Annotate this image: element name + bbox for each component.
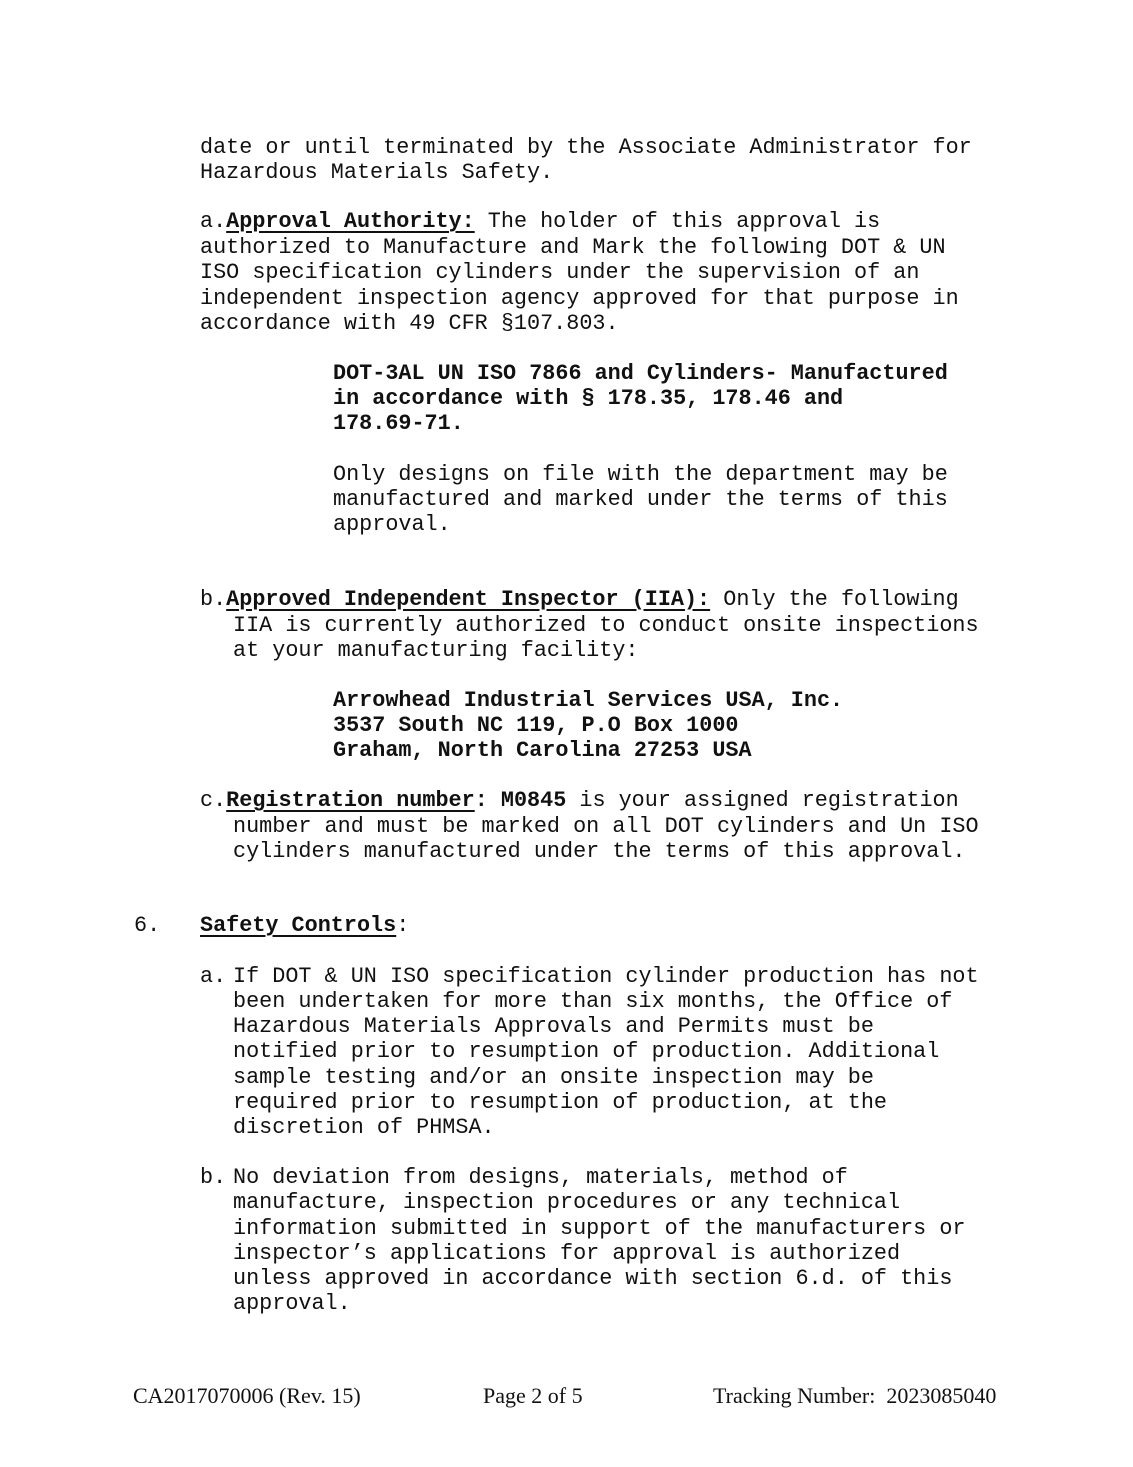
section-6a-line-3: Hazardous Materials Approvals and Permits must be [233, 1014, 874, 1039]
section-6b-line-1: No deviation from designs, materials, method of [233, 1165, 848, 1190]
section-6b-line-4: inspector’s applications for approval is authorized [233, 1241, 901, 1266]
safety-controls-heading-line [200, 913, 409, 938]
section-6a-line-7: discretion of PHMSA. [233, 1115, 495, 1140]
section-6a-line-5: sample testing and/or an onsite inspection may be [233, 1065, 874, 1090]
safety-controls-colon: : [396, 913, 410, 938]
section-6a-line-6: required prior to resumption of production, at the [233, 1090, 888, 1115]
intro-line-2: Hazardous Materials Safety. [200, 160, 554, 185]
section-6a-marker: a. [200, 964, 227, 989]
section-c-line-3: cylinders manufactured under the terms of this approval. [233, 839, 966, 864]
registration-number-heading: Registration number [226, 788, 475, 813]
section-6a-line-2: been undertaken for more than six months, the Office of [233, 989, 953, 1014]
section-c-marker: c. [200, 788, 227, 813]
section-6b-line-2: manufacture, inspection procedures or any technical [233, 1190, 901, 1215]
inspector-street: 3537 South NC 119, P.O Box 1000 [333, 713, 739, 738]
spec-line-3: 178.69-71. [333, 411, 464, 436]
safety-controls-heading: Safety Controls [200, 913, 397, 938]
section-c-line-2: number and must be marked on all DOT cylinders and Un ISO [233, 814, 979, 839]
section-6a-line-4: notified prior to resumption of production. Additional [233, 1039, 940, 1064]
approval-authority-heading: Approval Authority: [226, 209, 475, 234]
footer-doc-id: CA2017070006 (Rev. 15) [133, 1383, 361, 1408]
note-line-1: Only designs on file with the department may be [333, 462, 948, 487]
section-6b-marker: b. [200, 1165, 227, 1190]
section-b-line-2: IIA is currently authorized to conduct onsite inspections [233, 613, 979, 638]
intro-line-1: date or until terminated by the Associate Administrator for [200, 135, 972, 160]
footer-tracking-number: Tracking Number: 2023085040 [713, 1383, 997, 1408]
section-b-first-line [200, 587, 959, 612]
registration-number-value: M0845 [500, 788, 567, 813]
section-6a-line-1: If DOT & UN ISO specification cylinder production has not [233, 964, 979, 989]
note-line-3: approval. [333, 512, 451, 537]
section-6b-line-6: approval. [233, 1291, 351, 1316]
section-b-first-rest: Only the following [710, 587, 959, 612]
footer-page-number: Page 2 of 5 [483, 1383, 583, 1408]
section-a-line-3: ISO specification cylinders under the supervision of an [200, 260, 920, 285]
note-line-2: manufactured and marked under the terms of this [333, 487, 948, 512]
inspector-name: Arrowhead Industrial Services USA, Inc. [333, 688, 844, 713]
section-6b-line-3: information submitted in support of the manufacturers or [233, 1216, 966, 1241]
section-b-line-3: at your manufacturing facility: [233, 638, 639, 663]
section-a-first-line [200, 209, 880, 234]
section-6b-line-5: unless approved in accordance with section 6.d. of this [233, 1266, 953, 1291]
spec-line-2: in accordance with § 178.35, 178.46 and [333, 386, 844, 411]
section-a-line-2: authorized to Manufacture and Mark the following DOT & UN [200, 235, 946, 260]
section-a-line-4: independent inspection agency approved for that purpose in [200, 286, 959, 311]
section-c-first-line [200, 788, 959, 813]
approved-inspector-heading: Approved Independent Inspector (IIA): [226, 587, 711, 612]
section-b-marker: b. [200, 587, 227, 612]
section-a-marker: a. [200, 209, 227, 234]
section-a-line-5: accordance with 49 CFR §107.803. [200, 311, 619, 336]
section-c-first-rest: is your assigned registration [566, 788, 959, 813]
section-6-number: 6. [134, 913, 161, 938]
section-a-first-rest: The holder of this approval is [474, 209, 881, 234]
registration-colon: : [474, 788, 501, 813]
inspector-city: Graham, North Carolina 27253 USA [333, 738, 752, 763]
spec-line-1: DOT-3AL UN ISO 7866 and Cylinders- Manufactured [333, 361, 948, 386]
